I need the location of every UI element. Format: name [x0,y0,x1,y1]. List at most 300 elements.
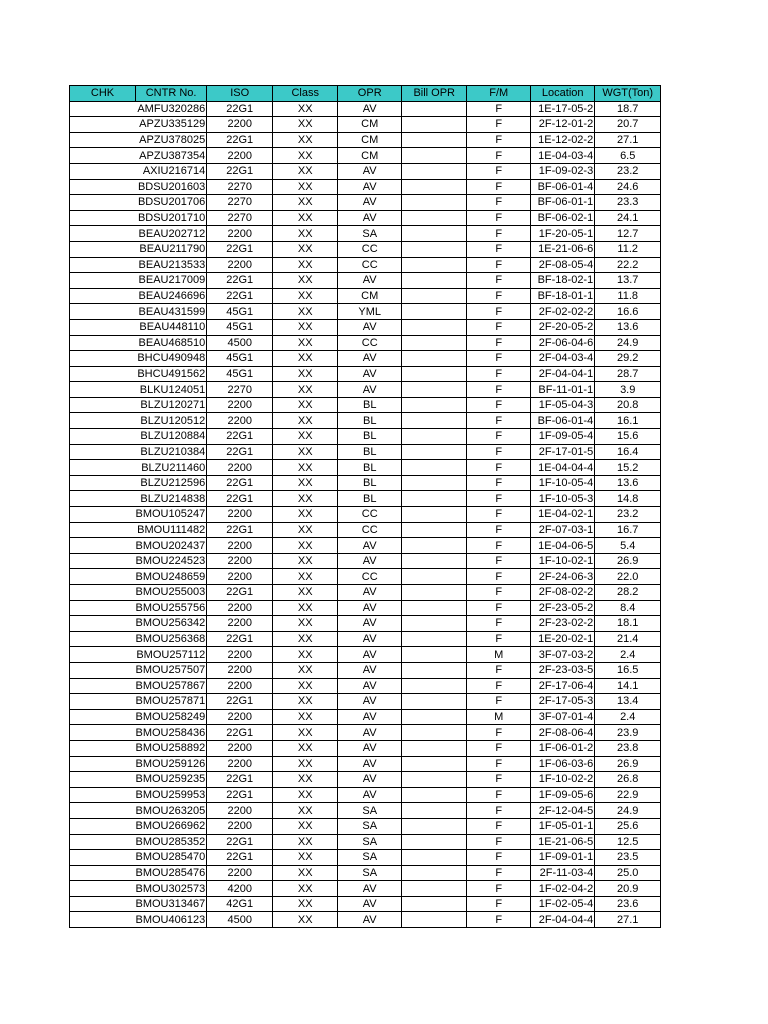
cntr-no-cell: BMOU259235 [135,773,206,786]
table-row [70,241,661,257]
class-cell: XX [273,553,338,569]
opr-cell: AV [338,553,402,569]
wgt-cell: 15.6 [595,429,661,445]
wgt-cell: 16.5 [595,662,661,678]
class-cell: XX [273,834,338,850]
location-cell: 1E-21-06-5 [531,834,595,850]
cntr-no-cell: BMOU258436 [135,726,206,739]
cntr-no-cell: BLZU212596 [136,475,207,491]
cntr-no-cell: AMFU320286 [137,102,206,115]
chk-cell [70,273,136,289]
class-cell: XX [273,210,338,226]
table-row [70,429,661,445]
fm-cell: F [467,881,531,897]
class-cell: XX [273,304,338,320]
iso-cell: 2200 [207,226,273,242]
bill-opr-cell [402,429,467,445]
header-fm: F/M [467,86,531,102]
chk-cell [70,335,136,351]
header-class: Class [273,86,338,102]
fm-cell: F [467,834,531,850]
opr-cell: AV [338,678,402,694]
cntr-no-cell: BMOU248659 [135,570,206,583]
wgt-cell: 22.2 [595,257,661,273]
fm-cell: F [467,101,531,117]
cntr-no-cell: BMOU266962 [135,820,206,833]
opr-cell: AV [338,195,402,211]
wgt-cell: 27.1 [595,912,661,928]
location-cell: 1F-09-01-1 [531,850,595,866]
fm-cell: F [467,273,531,289]
class-cell: XX [273,585,338,601]
fm-cell: F [467,818,531,834]
bill-opr-cell [402,787,467,803]
cntr-no-cell: BMOU111482 [137,523,206,536]
chk-cell [70,507,136,523]
chk-cell [70,148,136,164]
location-cell: 2F-08-02-2 [531,585,595,601]
wgt-cell: 15.2 [595,460,661,476]
table-row [70,304,661,320]
class-cell: XX [273,366,338,382]
chk-cell [70,117,136,133]
iso-cell: 2200 [207,553,273,569]
class-cell: XX [273,616,338,632]
header-row [70,86,661,102]
cntr-no-cell: BDSU201710 [136,210,207,226]
class-cell: XX [273,382,338,398]
wgt-cell: 23.6 [595,896,661,912]
opr-cell: AV [338,538,402,554]
class-cell: XX [273,803,338,819]
location-cell: 1F-10-02-2 [531,772,595,788]
location-cell: 3F-07-01-4 [531,709,595,725]
location-cell: 1F-06-03-6 [531,756,595,772]
chk-cell [70,179,136,195]
wgt-cell: 12.7 [595,226,661,242]
class-cell: XX [273,195,338,211]
cntr-no-cell: BMOU257507 [135,664,206,677]
header-location: Location [531,86,595,102]
fm-cell: F [467,538,531,554]
iso-cell: 45G1 [207,351,273,367]
table-row [70,850,661,866]
opr-cell: CC [338,507,402,523]
fm-cell: F [467,507,531,523]
fm-cell: F [467,772,531,788]
chk-cell [70,382,136,398]
location-cell: 2F-17-06-4 [531,678,595,694]
wgt-cell: 25.6 [595,818,661,834]
bill-opr-cell [402,226,467,242]
bill-opr-cell [402,210,467,226]
iso-cell: 2270 [207,382,273,398]
table-row [70,538,661,554]
chk-cell [70,834,136,850]
location-cell: 1E-04-02-1 [531,507,595,523]
fm-cell: F [467,304,531,320]
location-cell: 1F-09-05-6 [531,787,595,803]
cntr-no-cell: BEAU246696 [136,288,207,304]
location-cell: 2F-20-05-2 [531,319,595,335]
opr-cell: AV [338,179,402,195]
wgt-cell: 13.4 [595,694,661,710]
wgt-cell: 28.7 [595,366,661,382]
chk-cell [70,522,136,538]
fm-cell: F [467,896,531,912]
class-cell: XX [273,662,338,678]
opr-cell: CC [338,522,402,538]
location-cell: 1E-21-06-6 [531,241,595,257]
cntr-no-cell: BEAU202712 [136,226,207,242]
location-cell: BF-06-01-4 [531,179,595,195]
location-cell: 2F-06-04-6 [531,335,595,351]
header-wgt: WGT(Ton) [595,86,661,102]
wgt-cell: 8.4 [595,600,661,616]
cntr-no-cell: BEAU211790 [136,241,207,257]
bill-opr-cell [402,195,467,211]
cntr-no-cell: BMOU255003 [135,586,206,599]
opr-cell: AV [338,787,402,803]
chk-cell [70,662,136,678]
location-cell: BF-11-01-1 [531,382,595,398]
chk-cell [70,585,136,601]
wgt-cell: 12.5 [595,834,661,850]
wgt-cell: 16.7 [595,522,661,538]
chk-cell [70,850,136,866]
class-cell: XX [273,850,338,866]
class-cell: XX [273,351,338,367]
cntr-no-cell: BEAU431599 [136,304,207,320]
bill-opr-cell [402,444,467,460]
table-row [70,865,661,881]
bill-opr-cell [402,101,467,117]
fm-cell: F [467,226,531,242]
iso-cell: 22G1 [207,475,273,491]
opr-cell: AV [338,351,402,367]
location-cell: 2F-23-05-2 [531,600,595,616]
cntr-no-cell: APZU378025 [136,132,207,148]
fm-cell: F [467,600,531,616]
opr-cell: CM [338,132,402,148]
wgt-cell: 26.8 [595,772,661,788]
chk-cell [70,818,136,834]
chk-cell [70,491,136,507]
iso-cell: 2200 [207,803,273,819]
location-cell: 1F-05-01-1 [531,818,595,834]
table-row [70,132,661,148]
chk-cell [70,351,136,367]
iso-cell: 22G1 [207,631,273,647]
table-row [70,616,661,632]
chk-cell [70,725,136,741]
table-row [70,772,661,788]
fm-cell: F [467,756,531,772]
fm-cell: F [467,694,531,710]
class-cell: XX [273,631,338,647]
chk-cell [70,257,136,273]
iso-cell: 2200 [207,818,273,834]
class-cell: XX [273,694,338,710]
iso-cell: 2270 [207,179,273,195]
location-cell: 1E-04-04-4 [531,460,595,476]
bill-opr-cell [402,803,467,819]
class-cell: XX [273,740,338,756]
location-cell: 2F-08-06-4 [531,725,595,741]
cntr-no-cell: BMOU257871 [135,695,206,708]
location-cell: 1E-12-02-2 [531,132,595,148]
opr-cell: AV [338,210,402,226]
iso-cell: 22G1 [207,694,273,710]
location-cell: 2F-12-04-5 [531,803,595,819]
location-cell: 1F-10-05-3 [531,491,595,507]
table-row [70,101,661,117]
opr-cell: AV [338,740,402,756]
wgt-cell: 20.9 [595,881,661,897]
iso-cell: 4500 [207,912,273,928]
cntr-no-cell: BMOU302573 [135,882,206,895]
iso-cell: 45G1 [207,319,273,335]
table-row [70,787,661,803]
fm-cell: F [467,662,531,678]
fm-cell: F [467,678,531,694]
class-cell: XX [273,319,338,335]
chk-cell [70,304,136,320]
wgt-cell: 16.1 [595,413,661,429]
bill-opr-cell [402,397,467,413]
wgt-cell: 27.1 [595,132,661,148]
chk-cell [70,241,136,257]
table-row [70,600,661,616]
opr-cell: YML [338,304,402,320]
chk-cell [70,912,136,928]
bill-opr-cell [402,491,467,507]
opr-cell: AV [338,912,402,928]
wgt-cell: 6.5 [595,148,661,164]
chk-cell [70,553,136,569]
bill-opr-cell [402,288,467,304]
cntr-no-cell: BEAU448110 [136,319,207,335]
table-row [70,662,661,678]
class-cell: XX [273,335,338,351]
class-cell: XX [273,725,338,741]
opr-cell: BL [338,444,402,460]
cntr-no-cell: BLZU120884 [136,429,207,445]
fm-cell: F [467,616,531,632]
opr-cell: CC [338,569,402,585]
bill-opr-cell [402,475,467,491]
bill-opr-cell [402,740,467,756]
iso-cell: 22G1 [207,444,273,460]
class-cell: XX [273,912,338,928]
bill-opr-cell [402,881,467,897]
class-cell: XX [273,507,338,523]
wgt-cell: 24.9 [595,335,661,351]
cntr-no-cell: BLKU124051 [136,382,207,398]
class-cell: XX [273,538,338,554]
chk-cell [70,631,136,647]
location-cell: 2F-17-01-5 [531,444,595,460]
fm-cell: F [467,257,531,273]
opr-cell: AV [338,273,402,289]
chk-cell [70,444,136,460]
table-row [70,491,661,507]
chk-cell [70,429,136,445]
location-cell: 2F-04-04-1 [531,366,595,382]
iso-cell: 22G1 [207,850,273,866]
location-cell: 1F-02-05-4 [531,896,595,912]
opr-cell: BL [338,460,402,476]
opr-cell: SA [338,865,402,881]
class-cell: XX [273,226,338,242]
bill-opr-cell [402,569,467,585]
location-cell: 2F-07-03-1 [531,522,595,538]
fm-cell: F [467,475,531,491]
iso-cell: 2200 [207,600,273,616]
fm-cell: M [467,709,531,725]
iso-cell: 22G1 [207,273,273,289]
class-cell: XX [273,117,338,133]
iso-cell: 22G1 [207,585,273,601]
cntr-no-cell: BMOU256368 [135,633,206,646]
fm-cell: F [467,319,531,335]
iso-cell: 22G1 [207,772,273,788]
bill-opr-cell [402,507,467,523]
table-row [70,335,661,351]
iso-cell: 2200 [207,117,273,133]
opr-cell: AV [338,319,402,335]
cntr-no-cell: BMOU256342 [135,617,206,630]
table-row [70,117,661,133]
wgt-cell: 23.9 [595,725,661,741]
bill-opr-cell [402,756,467,772]
chk-cell [70,694,136,710]
class-cell: XX [273,678,338,694]
bill-opr-cell [402,163,467,179]
iso-cell: 2200 [207,413,273,429]
cntr-no-cell: BMOU255756 [135,601,206,614]
wgt-cell: 20.8 [595,397,661,413]
table-row [70,273,661,289]
location-cell: BF-06-01-4 [531,413,595,429]
wgt-cell: 24.9 [595,803,661,819]
wgt-cell: 14.8 [595,491,661,507]
cntr-no-cell: BMOU285470 [135,851,206,864]
location-cell: 2F-02-02-2 [531,304,595,320]
wgt-cell: 21.4 [595,631,661,647]
iso-cell: 2200 [207,756,273,772]
iso-cell: 2270 [207,195,273,211]
table-row [70,366,661,382]
chk-cell [70,678,136,694]
wgt-cell: 2.4 [595,647,661,663]
wgt-cell: 23.2 [595,507,661,523]
class-cell: XX [273,756,338,772]
location-cell: 1E-17-05-2 [531,101,595,117]
bill-opr-cell [402,662,467,678]
fm-cell: F [467,912,531,928]
chk-cell [70,538,136,554]
fm-cell: F [467,148,531,164]
cntr-no-cell: BLZU210384 [136,444,207,460]
chk-cell [70,366,136,382]
iso-cell: 22G1 [207,163,273,179]
wgt-cell: 18.1 [595,616,661,632]
chk-cell [70,709,136,725]
wgt-cell: 13.6 [595,475,661,491]
iso-cell: 2200 [207,538,273,554]
wgt-cell: 26.9 [595,553,661,569]
class-cell: XX [273,257,338,273]
iso-cell: 22G1 [207,132,273,148]
table-row [70,163,661,179]
class-cell: XX [273,647,338,663]
fm-cell: F [467,522,531,538]
bill-opr-cell [402,319,467,335]
opr-cell: AV [338,896,402,912]
table-row [70,709,661,725]
fm-cell: F [467,553,531,569]
iso-cell: 22G1 [207,522,273,538]
header-chk: CHK [70,86,136,102]
opr-cell: AV [338,709,402,725]
wgt-cell: 23.8 [595,740,661,756]
opr-cell: AV [338,647,402,663]
opr-cell: SA [338,226,402,242]
bill-opr-cell [402,148,467,164]
wgt-cell: 5.4 [595,538,661,554]
iso-cell: 22G1 [207,491,273,507]
wgt-cell: 22.0 [595,569,661,585]
class-cell: XX [273,460,338,476]
container-list-table [69,85,661,928]
opr-cell: AV [338,881,402,897]
fm-cell: F [467,210,531,226]
table-row [70,319,661,335]
table-row [70,694,661,710]
table-row [70,507,661,523]
cntr-no-cell: BMOU202437 [135,539,206,552]
table-row [70,803,661,819]
class-cell: XX [273,772,338,788]
fm-cell: F [467,132,531,148]
opr-cell: AV [338,631,402,647]
iso-cell: 2200 [207,569,273,585]
bill-opr-cell [402,553,467,569]
bill-opr-cell [402,179,467,195]
opr-cell: AV [338,616,402,632]
fm-cell: F [467,725,531,741]
location-cell: 2F-04-03-4 [531,351,595,367]
iso-cell: 22G1 [207,101,273,117]
table-row [70,818,661,834]
location-cell: 1F-06-01-2 [531,740,595,756]
fm-cell: F [467,241,531,257]
opr-cell: BL [338,475,402,491]
table-row [70,226,661,242]
class-cell: XX [273,163,338,179]
chk-cell [70,756,136,772]
class-cell: XX [273,132,338,148]
opr-cell: CC [338,257,402,273]
fm-cell: F [467,366,531,382]
bill-opr-cell [402,647,467,663]
opr-cell: AV [338,101,402,117]
class-cell: XX [273,397,338,413]
cntr-no-cell: BMOU258249 [135,711,206,724]
cntr-no-cell: BDSU201706 [136,195,207,211]
opr-cell: CM [338,288,402,304]
